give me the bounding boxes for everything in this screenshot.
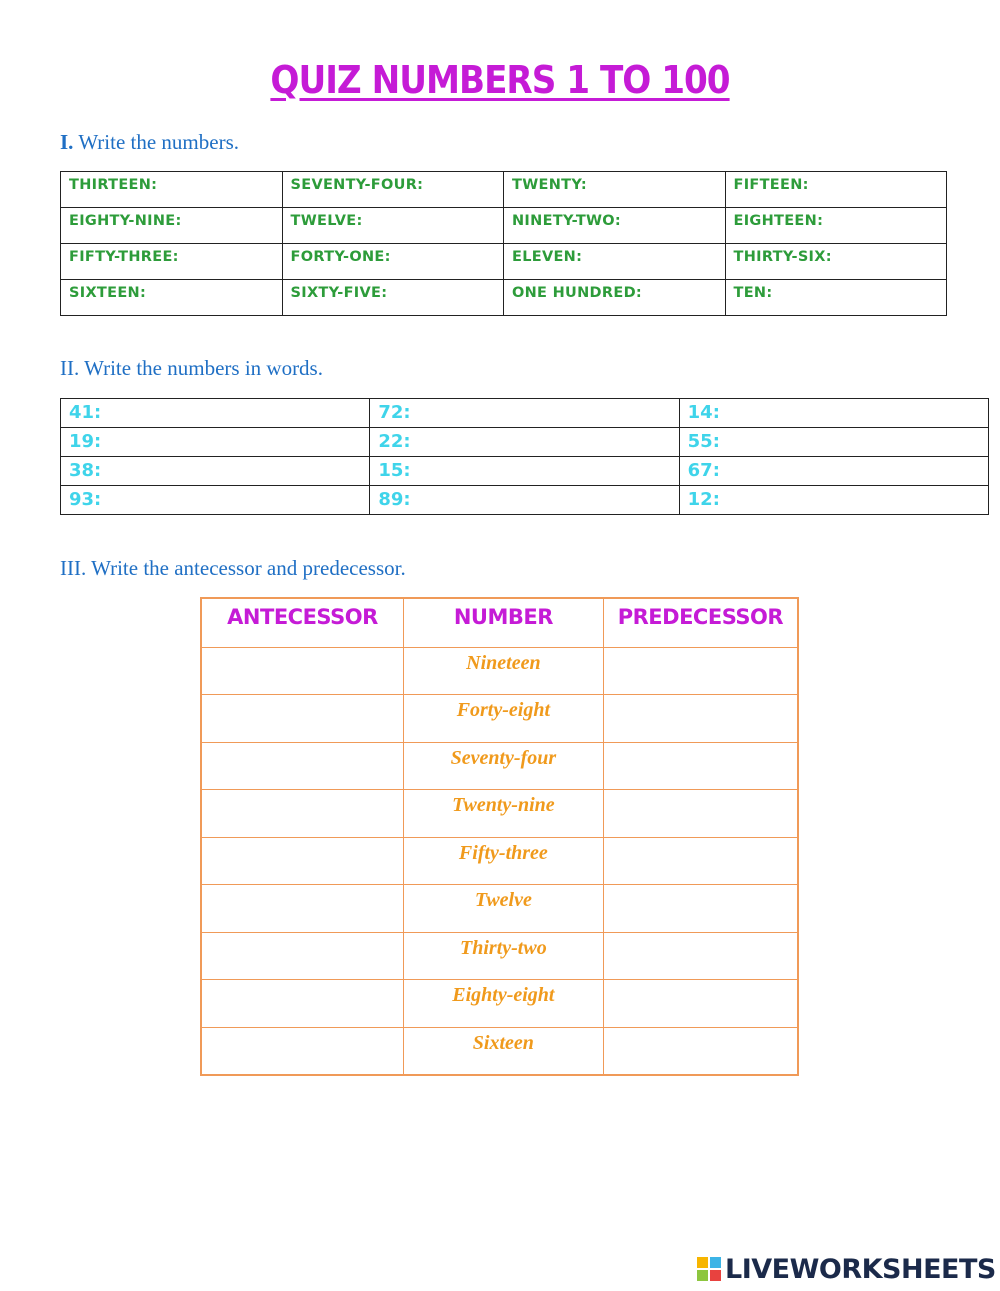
number-word-cell[interactable]: THIRTEEN:: [61, 172, 283, 208]
number-word-cell[interactable]: SIXTEEN:: [61, 280, 283, 316]
predecessor-answer-cell[interactable]: [603, 932, 798, 980]
number-digit-cell[interactable]: 12:: [679, 486, 988, 515]
table-row: [201, 695, 798, 743]
predecessor-answer-cell[interactable]: [603, 647, 798, 695]
table-row: [61, 244, 947, 280]
section-2-text: Write the numbers in words.: [84, 356, 323, 380]
antecessor-answer-cell[interactable]: [201, 647, 403, 695]
table-row: [201, 932, 798, 980]
section-1-heading: [60, 130, 239, 155]
antecessor-answer-cell[interactable]: [201, 1027, 403, 1075]
number-cell: Twenty-nine: [403, 790, 603, 838]
predecessor-answer-cell[interactable]: [603, 790, 798, 838]
page-title: QUIZ NUMBERS 1 TO 100: [270, 58, 730, 102]
number-word-cell[interactable]: FIFTEEN:: [725, 172, 947, 208]
numbers-in-words-table: [60, 398, 989, 515]
antecessor-answer-cell[interactable]: [201, 837, 403, 885]
number-digit-cell[interactable]: 67:: [679, 457, 988, 486]
antecessor-answer-cell[interactable]: [201, 742, 403, 790]
table-row: [61, 486, 989, 515]
predecessor-answer-cell[interactable]: [603, 837, 798, 885]
table-row: [201, 1027, 798, 1075]
number-digit-cell[interactable]: 72:: [370, 399, 679, 428]
number-word-cell[interactable]: EIGHTY-NINE:: [61, 208, 283, 244]
table-row: [61, 172, 947, 208]
table-row: [61, 399, 989, 428]
write-numbers-table: [60, 171, 947, 316]
antecessor-answer-cell[interactable]: [201, 790, 403, 838]
table-row: [201, 647, 798, 695]
logo-block: [710, 1270, 721, 1281]
antecessor-predecessor-table: [200, 597, 799, 1076]
header-number: NUMBER: [403, 598, 603, 647]
number-word-cell[interactable]: THIRTY-SIX:: [725, 244, 947, 280]
number-cell: Sixteen: [403, 1027, 603, 1075]
number-cell: Fifty-three: [403, 837, 603, 885]
antecessor-answer-cell[interactable]: [201, 980, 403, 1028]
predecessor-answer-cell[interactable]: [603, 980, 798, 1028]
section-2-label: II.: [60, 356, 80, 380]
number-digit-cell[interactable]: 22:: [370, 428, 679, 457]
antecessor-answer-cell[interactable]: [201, 695, 403, 743]
number-word-cell[interactable]: TWENTY:: [504, 172, 726, 208]
number-digit-cell[interactable]: 89:: [370, 486, 679, 515]
number-word-cell[interactable]: SIXTY-FIVE:: [282, 280, 504, 316]
table-row: [61, 457, 989, 486]
number-word-cell[interactable]: ONE HUNDRED:: [504, 280, 726, 316]
number-cell: Thirty-two: [403, 932, 603, 980]
number-word-cell[interactable]: FIFTY-THREE:: [61, 244, 283, 280]
logo-block: [697, 1257, 708, 1268]
logo-text: LIVEWORKSHEETS: [725, 1253, 996, 1285]
section-2-heading: [60, 356, 323, 381]
liveworksheets-logo: [697, 1253, 996, 1285]
number-cell: Forty-eight: [403, 695, 603, 743]
table-row: [61, 280, 947, 316]
number-digit-cell[interactable]: 38:: [61, 457, 370, 486]
logo-block: [710, 1257, 721, 1268]
antecessor-answer-cell[interactable]: [201, 885, 403, 933]
predecessor-answer-cell[interactable]: [603, 742, 798, 790]
header-antecessor: ANTECESSOR: [201, 598, 403, 647]
number-word-cell[interactable]: ELEVEN:: [504, 244, 726, 280]
section-3-text: Write the antecessor and predecessor.: [91, 556, 406, 580]
predecessor-answer-cell[interactable]: [603, 885, 798, 933]
section-3-heading: [60, 556, 406, 581]
number-word-cell[interactable]: FORTY-ONE:: [282, 244, 504, 280]
number-cell: Seventy-four: [403, 742, 603, 790]
table-row: [201, 885, 798, 933]
section-1-label: I.: [60, 130, 74, 154]
table-row: [61, 428, 989, 457]
number-digit-cell[interactable]: 14:: [679, 399, 988, 428]
number-cell: Nineteen: [403, 647, 603, 695]
table-row: [201, 980, 798, 1028]
predecessor-answer-cell[interactable]: [603, 1027, 798, 1075]
number-digit-cell[interactable]: 19:: [61, 428, 370, 457]
number-word-cell[interactable]: TWELVE:: [282, 208, 504, 244]
number-digit-cell[interactable]: 41:: [61, 399, 370, 428]
table-row: [61, 208, 947, 244]
section-1-text: Write the numbers.: [78, 130, 240, 154]
number-word-cell[interactable]: EIGHTEEN:: [725, 208, 947, 244]
predecessor-answer-cell[interactable]: [603, 695, 798, 743]
logo-blocks-icon: [697, 1257, 721, 1281]
header-predecessor: PREDECESSOR: [603, 598, 798, 647]
number-digit-cell[interactable]: 15:: [370, 457, 679, 486]
number-cell: Eighty-eight: [403, 980, 603, 1028]
number-digit-cell[interactable]: 55:: [679, 428, 988, 457]
table-row: [201, 742, 798, 790]
logo-block: [697, 1270, 708, 1281]
number-word-cell[interactable]: NINETY-TWO:: [504, 208, 726, 244]
number-digit-cell[interactable]: 93:: [61, 486, 370, 515]
table-row: [201, 790, 798, 838]
table-header-row: [201, 598, 798, 647]
table-row: [201, 837, 798, 885]
number-cell: Twelve: [403, 885, 603, 933]
antecessor-answer-cell[interactable]: [201, 932, 403, 980]
number-word-cell[interactable]: TEN:: [725, 280, 947, 316]
number-word-cell[interactable]: SEVENTY-FOUR:: [282, 172, 504, 208]
section-3-label: III.: [60, 556, 87, 580]
